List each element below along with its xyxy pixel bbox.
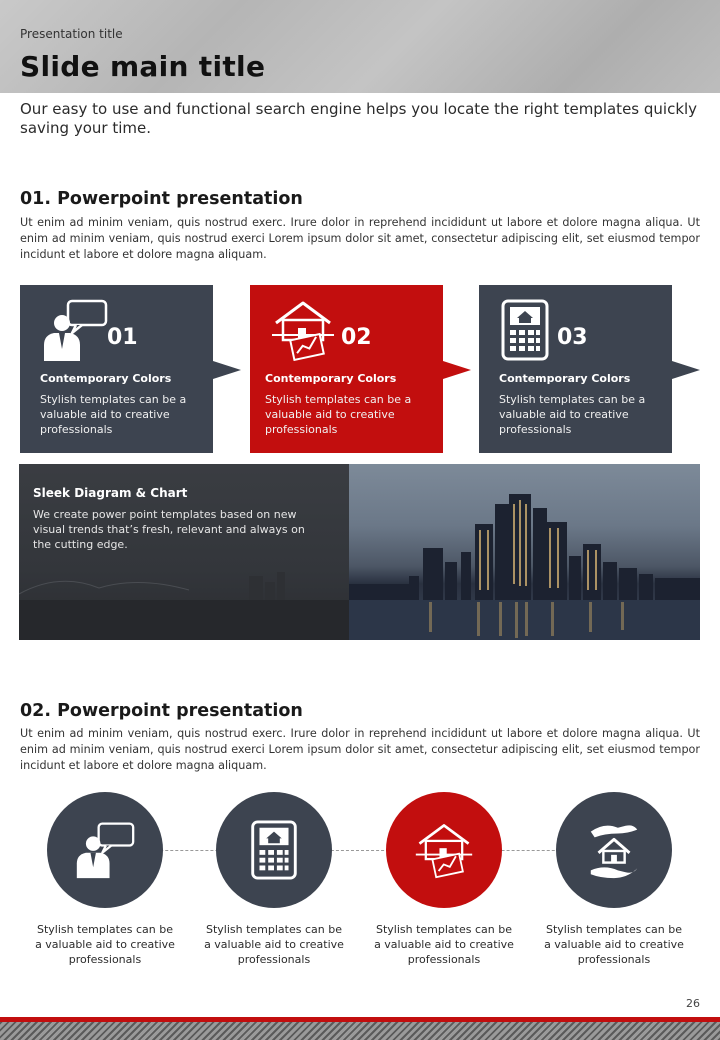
icon-circle-2 (216, 792, 332, 908)
box-arrow (213, 361, 241, 379)
circle-caption-3: Stylish templates can be a valuable aid to creative professionals (374, 923, 514, 966)
box-number: 03 (557, 325, 588, 350)
feature-box-2 (250, 285, 443, 453)
city-skyline-photo (19, 464, 700, 640)
feature-box-1 (20, 285, 213, 453)
businessman-speech-icon (75, 820, 135, 880)
section2-title: 02. Powerpoint presentation (20, 701, 303, 721)
box-text: Stylish templates can be a valuable aid to creative professionals (499, 393, 646, 436)
circle-caption-4: Stylish templates can be a valuable aid to creative professionals (544, 923, 684, 966)
slide-subtitle: Our easy to use and functional search engine helps you locate the right templates quickly saving your time. (20, 100, 698, 137)
box-title: Contemporary Colors (40, 372, 172, 385)
feature-text-panel (19, 464, 349, 640)
icon-circle-4 (556, 792, 672, 908)
page-number: 26 (686, 997, 700, 1010)
house-chart-icon (414, 820, 474, 880)
circles-connector-line (105, 850, 615, 851)
feature-text: We create power point templates based on new visual trends that’s fresh, relevant and always on the cutting edge. (33, 508, 305, 551)
box-text: Stylish templates can be a valuable aid to creative professionals (40, 393, 187, 436)
calculator-house-icon (501, 299, 549, 361)
box-arrow (443, 361, 471, 379)
icon-circle-1 (47, 792, 163, 908)
calculator-house-icon (244, 820, 304, 880)
section1-title: 01. Powerpoint presentation (20, 189, 303, 209)
section2-body: Ut enim ad minim veniam, quis nostrud exerc. Irure dolor in reprehend incididunt ut labore et dolore magna aliqua. Ut enim ad minim veniam, quis nostrud exerci Lorem ipsum dolor sit amet, consectetur adipiscing elit, set eiusmod tempor incidunt et labore et dolore magna aliquam. (20, 727, 700, 772)
section1-body: Ut enim ad minim veniam, quis nostrud exerc. Irure dolor in reprehend incididunt ut labore et dolore magna aliqua. Ut enim ad minim veniam, quis nostrud exerci Lorem ipsum dolor sit amet, consectetur adipiscing elit, set eiusmod tempor incidunt et labore et dolore magna aliquam. (20, 216, 700, 261)
icon-circle-3 (386, 792, 502, 908)
presentation-title: Presentation title (20, 27, 123, 41)
circle-caption-1: Stylish templates can be a valuable aid to creative professionals (35, 923, 175, 966)
skyline-image (349, 464, 700, 640)
box-text: Stylish templates can be a valuable aid to creative professionals (265, 393, 412, 436)
box-title: Contemporary Colors (265, 372, 397, 385)
businessman-speech-icon (42, 299, 108, 361)
box-number: 01 (107, 325, 138, 350)
box-number: 02 (341, 325, 372, 350)
box-title: Contemporary Colors (499, 372, 631, 385)
feature-box-3 (479, 285, 672, 453)
skyline-buildings-icon (349, 464, 700, 640)
footer-stripe-pattern (0, 1022, 720, 1040)
box-arrow (672, 361, 700, 379)
hands-house-icon (584, 820, 644, 880)
circle-caption-2: Stylish templates can be a valuable aid to creative professionals (204, 923, 344, 966)
header-banner (0, 0, 720, 93)
feature-title: Sleek Diagram & Chart (33, 486, 188, 500)
slide-main-title: Slide main title (20, 50, 266, 83)
house-chart-icon (270, 299, 336, 361)
